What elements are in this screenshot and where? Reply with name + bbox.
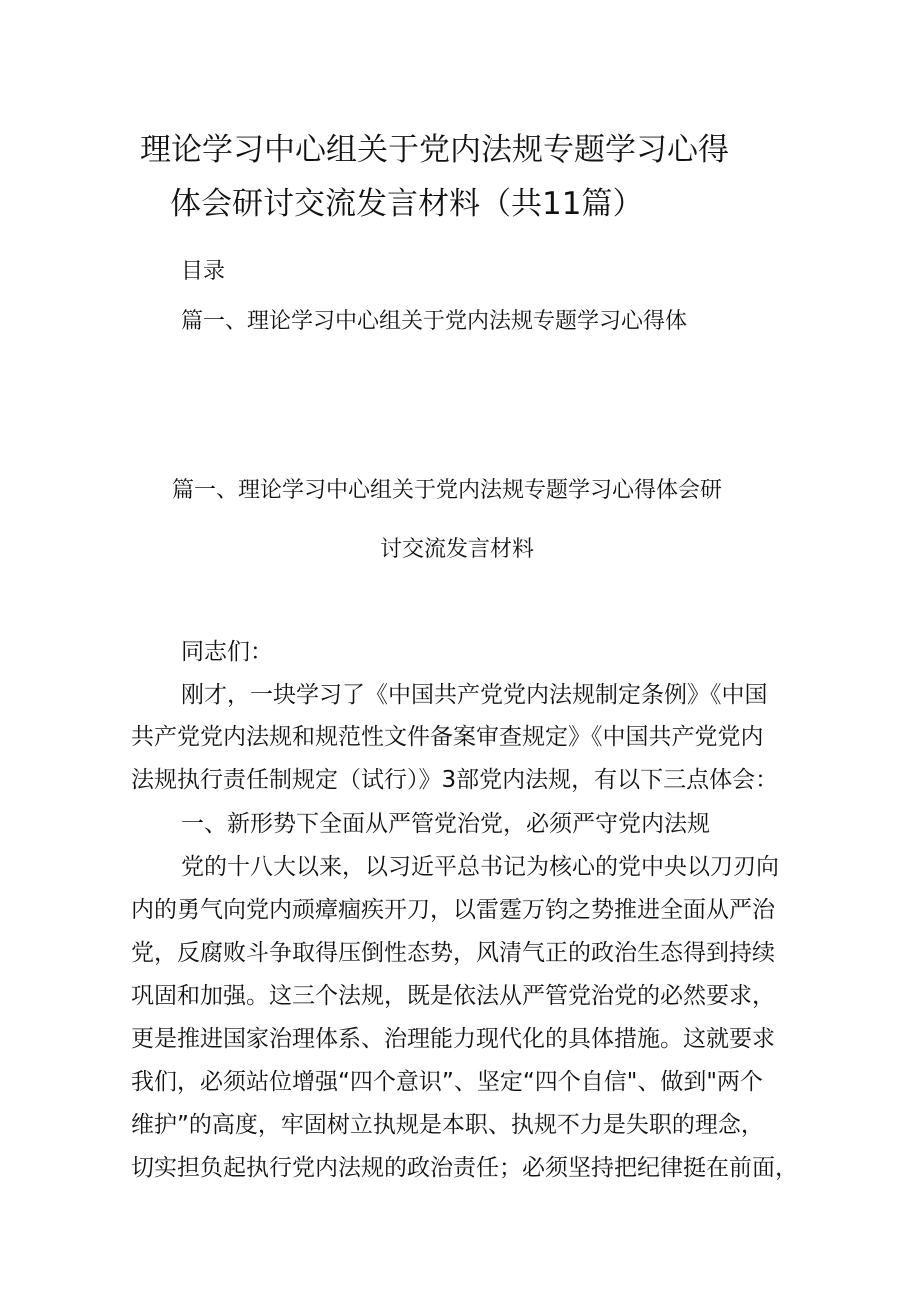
document-title-line-1: 理论学习中心组关于党内法规专题学习心得	[140, 132, 729, 168]
body-line: 更是推进国家治理体系、治理能力现代化的具体措施。这就要求	[131, 1026, 775, 1052]
section-title-line-2: 讨交流发言材料	[380, 537, 535, 562]
body-line: 维护”的高度，牢固树立执规是本职、执规不力是失职的理念，	[131, 1112, 764, 1138]
body-line: 刚才，一块学习了《中国共产党党内法规制定条例》《中国	[181, 682, 768, 708]
body-line: 内的勇气向党内顽瘴痼疾开刀，以雷霆万钧之势推进全面从严治	[131, 897, 775, 923]
body-line: 我们，必须站位增强“四个意识”、坚定“四个自信"、做到"两个	[131, 1069, 763, 1095]
body-line: 党的十八大以来，以习近平总书记为核心的党中央以刀刃向	[181, 854, 779, 880]
body-line: 共产党党内法规和规范性文件备案审查规定》《中国共产党党内	[131, 724, 764, 750]
toc-heading: 目录	[181, 259, 226, 284]
body-line: 党，反腐败斗争取得压倒性态势，风清气正的政治生态得到持续	[131, 940, 775, 966]
toc-item-1[interactable]: 篇一、理论学习中心组关于党内法规专题学习心得体	[181, 309, 688, 334]
salutation: 同志们：	[181, 639, 273, 665]
section-heading-1: 一、新形势下全面从严管党治党，必须严守党内法规	[181, 811, 710, 837]
body-line: 法规执行责任制规定（试行）》3部党内法规，有以下三点体会：	[131, 767, 779, 793]
document-title-line-2: 体会研讨交流发言材料（共11篇）	[170, 186, 644, 222]
section-title-line-1: 篇一、理论学习中心组关于党内法规专题学习心得体会研	[172, 478, 723, 503]
body-line: 切实担负起执行党内法规的政治责任；必须坚持把纪律挺在前面，	[131, 1155, 798, 1181]
body-line: 巩固和加强。这三个法规，既是依法从严管党治党的必然要求，	[131, 983, 775, 1009]
